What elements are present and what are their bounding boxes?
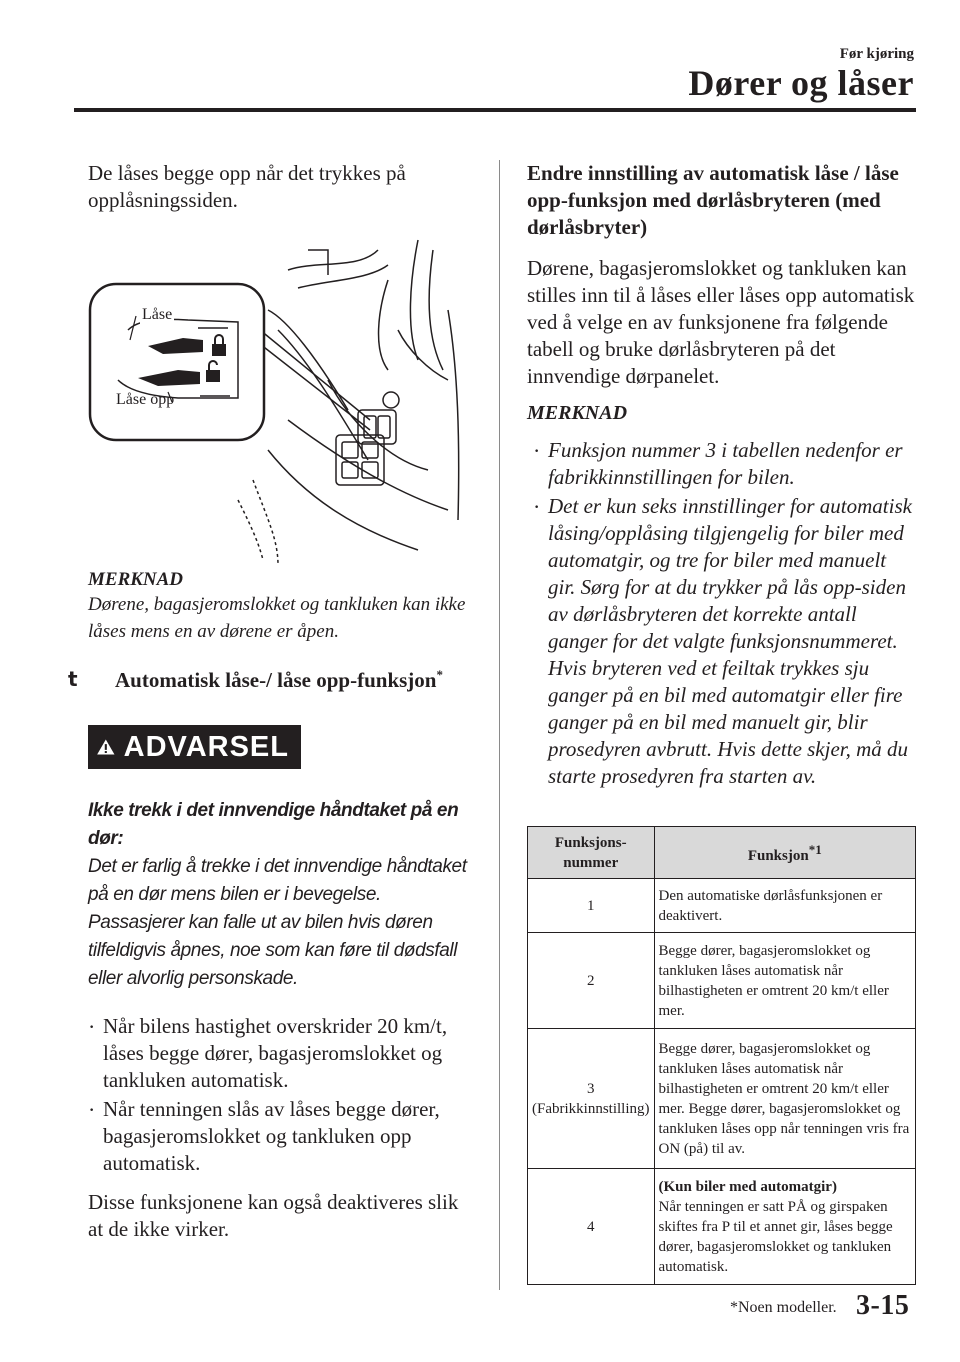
row-number: 3 (Fabrikkinnstilling): [528, 1029, 655, 1169]
section-heading: [68, 667, 472, 693]
header-function-footnote: *1: [808, 841, 822, 857]
subsection-heading: Endre innstilling av automatisk låse / låse opp-funksjon med dørlåsbryteren (med dørlåsbryter): [527, 161, 899, 239]
table-row: [528, 1029, 916, 1169]
section-label: Før kjøring: [839, 46, 914, 62]
figure-label-lock: Låse: [142, 306, 173, 323]
list-item: · Funksjon nummer 3 i tabellen nedenfor er fabrikkinnstillingen for bilen.: [533, 437, 916, 491]
row-description-title: (Kun biler med automatgir): [658, 1178, 837, 1195]
row-description: Begge dører, bagasjeromslokket og tankluken låses automatisk når bilhastigheten er omtrent 20 km/t eller mer. Begge dører, bagasjeromslokket og tankluken låses opp når tenningen vris fra ON (på) til av.: [654, 1029, 916, 1169]
function-table: [527, 826, 916, 1285]
header-function-number: Funksjons-nummer: [528, 827, 655, 879]
left-column: [68, 160, 472, 1243]
warning-badge: [88, 725, 301, 769]
page-number: 3-15: [856, 1290, 910, 1321]
note-list: [527, 437, 916, 790]
section-title: Automatisk låse-/ låse opp-funksjon: [115, 668, 437, 692]
warning-label: ADVARSEL: [123, 730, 289, 763]
table-row: [528, 1169, 916, 1285]
table-row: [528, 933, 916, 1029]
section-asterisk: *: [436, 667, 443, 682]
bullet-list: [88, 1013, 472, 1177]
note-title: MERKNAD: [527, 402, 628, 424]
section-marker: t: [68, 667, 78, 691]
closing-paragraph: Disse funksjonene kan også deaktiveres slik at de ikke virker.: [88, 1190, 459, 1241]
right-column: [527, 160, 916, 792]
door-switch-figure: [88, 220, 472, 565]
header-rule: [74, 108, 916, 112]
list-item: · Det er kun seks innstillinger for automatisk låsing/opplåsing tilgjengelig for biler med automatgir, og tre for biler med manuelt gir. Sørg for at du trykker på lås opp-siden av dørlåsbryteren det korrekte antall ganger for det valgte funksjonsnummeret. Hvis bryteren ved et feiltak trykkes sju ganger på en bil med automatgir eller fire ganger på en bil med manuelt gir, blir prosedyren avbrutt. Hvis dette skjer, må du starte prosedyren fra starten av.: [533, 493, 916, 790]
row-description: Den automatiske dørlåsfunksjonen er deaktivert.: [654, 879, 916, 933]
table-header-row: [528, 827, 916, 879]
warning-text: Det er farlig å trekke i det innvendige håndtaket på en dør mens bilen er i bevegelse. Passasjerer kan falle ut av bilen hvis døren tilfeldigvis åpnes, noe som kan føre til dødsfall eller alvorlig personskade.: [88, 856, 467, 989]
row-number: 1: [528, 879, 655, 933]
row-description: [654, 1169, 916, 1285]
row-description: Begge dører, bagasjeromslokket og tankluken låses automatisk når bilhastigheten er omtrent 20 km/t eller mer.: [654, 933, 916, 1029]
row-description-text: Når tenningen er satt PÅ og girspaken skiftes fra P til et annet gir, låses begge dører, bagasjeromslokket og tankluken automatisk.: [658, 1198, 893, 1275]
warning-icon: [96, 732, 116, 762]
column-divider: [499, 160, 500, 1290]
note-block: [88, 569, 472, 645]
row-number: 2: [528, 933, 655, 1029]
row-number: 4: [528, 1169, 655, 1285]
table-row: [528, 879, 916, 933]
note-text: Dørene, bagasjeromslokket og tankluken kan ikke låses mens en av dørene er åpen.: [88, 594, 466, 642]
intro-paragraph: De låses begge opp når det trykkes på opplåsningssiden.: [88, 161, 406, 212]
header-function-label: Funksjon: [747, 847, 809, 864]
header-function: [654, 827, 916, 879]
warning-title: Ikke trekk i det innvendige håndtaket på en dør:: [88, 800, 459, 849]
figure-label-unlock: Låse opp: [116, 391, 175, 408]
list-item: · Når tenningen slås av låses begge dører, bagasjeromslokket og tankluken opp automatisk.: [88, 1096, 472, 1177]
body-paragraph: Dørene, bagasjeromslokket og tankluken kan stilles inn til å låses eller låses opp automatisk ved å velge en av funksjonene fra følgende tabell og bruke dørlåsbryteren på det innvendige dørpanelet.: [527, 256, 915, 388]
note-title: MERKNAD: [88, 569, 184, 590]
footnote: *Noen modeller.: [730, 1299, 837, 1316]
page-title: Dører og låser: [688, 63, 914, 103]
list-item: · Når bilens hastighet overskrider 20 km/t, låses begge dører, bagasjeromslokket og tankluken automatisk.: [88, 1013, 472, 1094]
